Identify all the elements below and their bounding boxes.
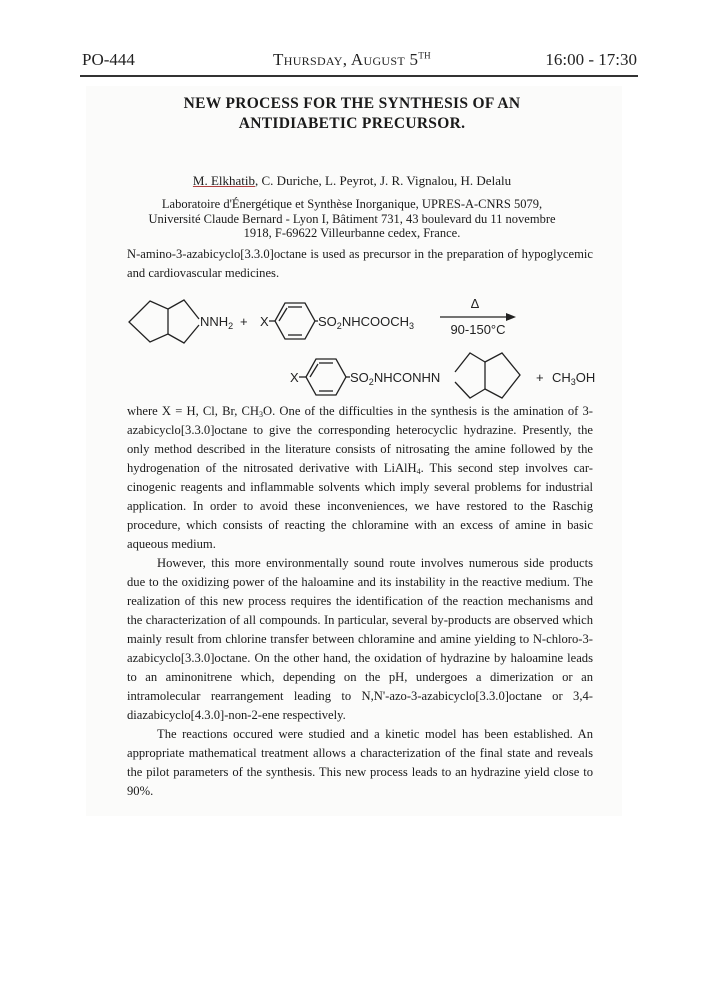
sulfonylcarbamate-label: $SO_2NHCOOCH_3$ [318, 314, 414, 331]
co-authors: , C. Duriche, L. Peyrot, J. R. Vignalou, H. Delalu [255, 173, 512, 188]
affiliation-line: Laboratoire d'Énergétique et Synthèse Inorganique, UPRES-A-CNRS 5079, [161, 197, 543, 211]
sulfonylurea-label: $SO_2NHCONHN$ [350, 370, 441, 387]
temperature-label: 90-150°C [450, 322, 506, 337]
plus-sign: + [536, 370, 544, 385]
session-day-text: Thursday, August 5 [273, 50, 419, 69]
x-substituent: X [260, 314, 269, 329]
paragraph-1 [127, 402, 593, 554]
methanol-label: $CH_3OH$ [552, 370, 596, 387]
nnh2-label: $NNH_2$ [200, 314, 234, 331]
paragraph-2: However, this more environmentally sound route involves numerous side products due to the oxidizing power of the haloamine and its instability in the reactive medium. The realization of this new process requires the identification of the reaction mechanisms and the characterization of all compounds. In particular, several by-products are observed which mainly result from chlorine transfer between chloramine and amine yielding to N-chloro-3-azabicyclo[3.3.0]octane. On the other hand, the oxidation of hydrazine by haloamine leads to an aminonitrene which, depending on the pH, undergoes a dimerization or an intramolecular rearrangement leading to N,N'-azo-3-azabicyclo[3.3.0]octane or 3,4-diazabicyclo[4.3.0]-non-2-ene respectively. [127, 556, 593, 722]
authors [0, 173, 704, 189]
reaction-scheme [0, 280, 704, 400]
title-line: ANTIDIABETIC PRECURSOR. [238, 115, 466, 132]
x-substituent: X [290, 370, 299, 385]
reaction-arrow [440, 313, 516, 321]
benzene-ring [299, 359, 350, 395]
subscript: 4 [416, 467, 421, 476]
presenting-author: M. Elkhatib [192, 173, 256, 188]
subscript: 3 [259, 410, 264, 419]
affiliation [0, 197, 704, 241]
intro-paragraph: N-amino-3-azabicyclo[3.3.0]octane is used as precursor in the preparation of hypoglycemic and cardiovascular medicines. [127, 247, 593, 280]
session-time: 16:00 - 17:30 [545, 50, 637, 69]
title-line: NEW PROCESS FOR THE SYNTHESIS OF AN [183, 95, 521, 112]
paragraph-3: The reactions occured were studied and a kinetic model has been established. An appropriate mathematical treatment allows a characterization of the final state and reveals the pilot parameters of the synthesis. This new process leads to an hydrazine yield close to 90%. [127, 727, 593, 798]
header-rule [80, 75, 638, 77]
azabicyclooctane-structure [129, 300, 199, 343]
plus-sign: + [240, 314, 248, 329]
abstract-title [0, 94, 704, 134]
benzene-ring [269, 303, 318, 339]
azabicyclooctane-structure [455, 353, 520, 398]
p1-text: . This second step involves car-cinogenic reagents and inflammable solvents which imply several problems for industrial application. In order to avoid these inconveniences, we have restored to the Raschig procedure, which consists of reacting the chloramine with an excess of amine in basic aqueous medium. [127, 461, 593, 551]
p1-text: where X = H, Cl, Br, CH [127, 404, 260, 418]
day-superscript: TH [418, 50, 431, 61]
heat-symbol: Δ [470, 296, 480, 311]
p1-text: O. One of the difficulties in the synthesis is the amination of 3-azabicyclo[3.3.0]octane to give the corresponding heterocyclic hydrazine. Presently, the only method described in the literature consists of nitrosating the amine followed by the hydrogenation of the nitrosated derivative with LiAlH [127, 404, 593, 475]
affiliation-line: Université Claude Bernard - Lyon I, Bâtiment 731, 43 boulevard du 11 novembre [148, 211, 556, 226]
abstract-body [127, 402, 593, 801]
affiliation-line: 1918, F-69622 Villeurbanne cedex, France. [243, 226, 461, 240]
abstract-code: PO-444 [82, 50, 135, 69]
